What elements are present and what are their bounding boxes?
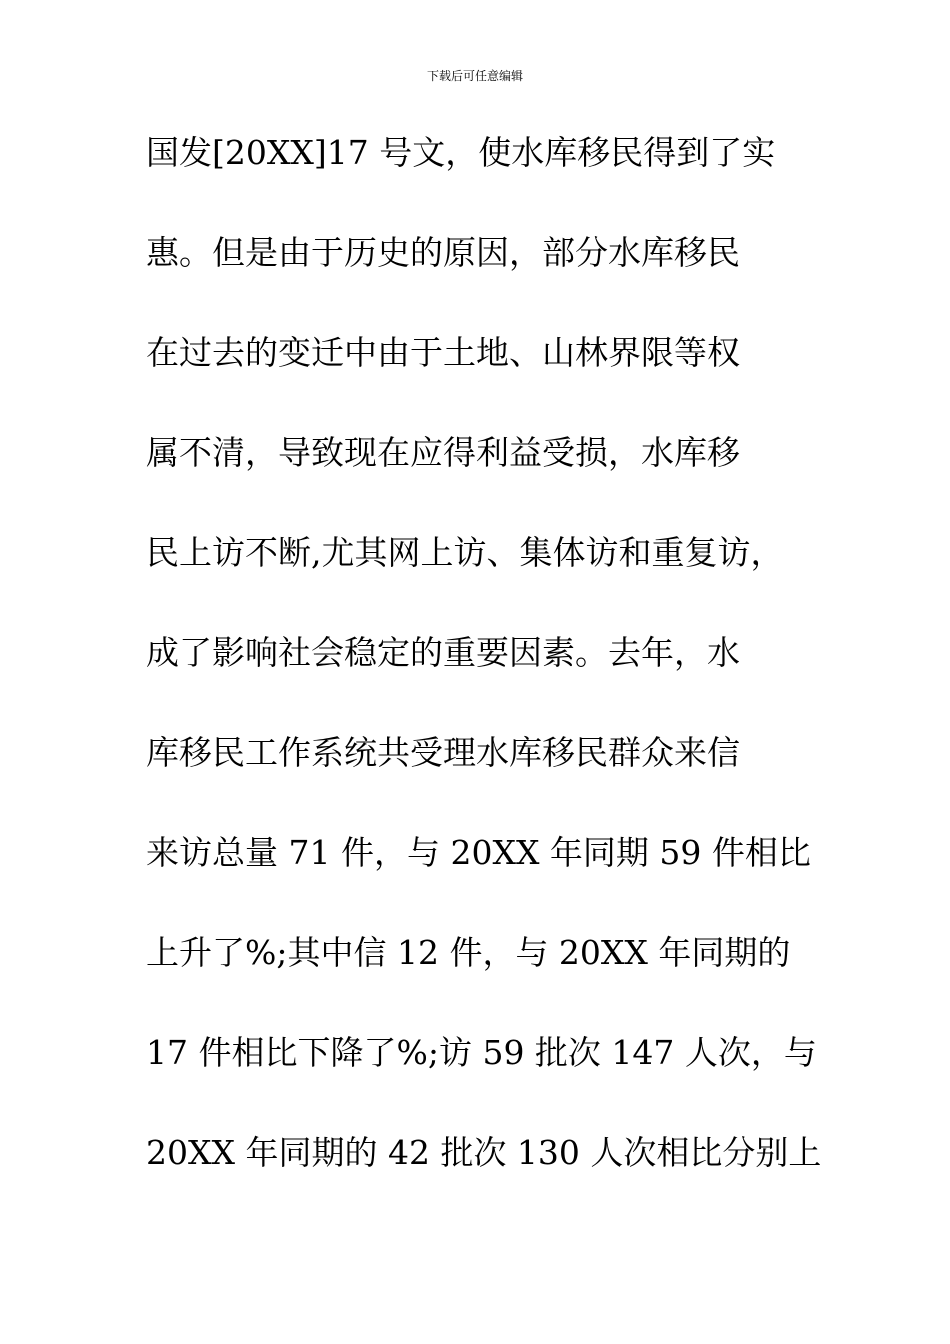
text-line: 惠。但是由于历史的原因，部分水库移民 <box>146 233 740 272</box>
text-line: 属不清，导致现在应得利益受损，水库移 <box>146 433 740 472</box>
text-line: 成了影响社会稳定的重要因素。去年，水 <box>146 633 740 672</box>
text-line: 民上访不断,尤其网上访、集体访和重复访， <box>146 533 784 572</box>
text-line: 17 件相比下降了%;访 59 批次 147 人次，与 <box>146 1033 817 1072</box>
text-line: 20XX 年同期的 42 批次 130 人次相比分别上 <box>146 1133 822 1172</box>
text-line: 来访总量 71 件，与 20XX 年同期 59 件相比 <box>146 833 811 872</box>
page-header: 下载后可任意编辑 <box>426 69 523 83</box>
body-text <box>146 128 836 1228</box>
text-line: 国发[20XX]17 号文，使水库移民得到了实 <box>146 133 776 172</box>
text-line: 库移民工作系统共受理水库移民群众来信 <box>146 733 740 772</box>
text-line: 上升了%;其中信 12 件，与 20XX 年同期的 <box>146 933 791 972</box>
text-line: 在过去的变迁中由于土地、山林界限等权 <box>146 333 740 372</box>
